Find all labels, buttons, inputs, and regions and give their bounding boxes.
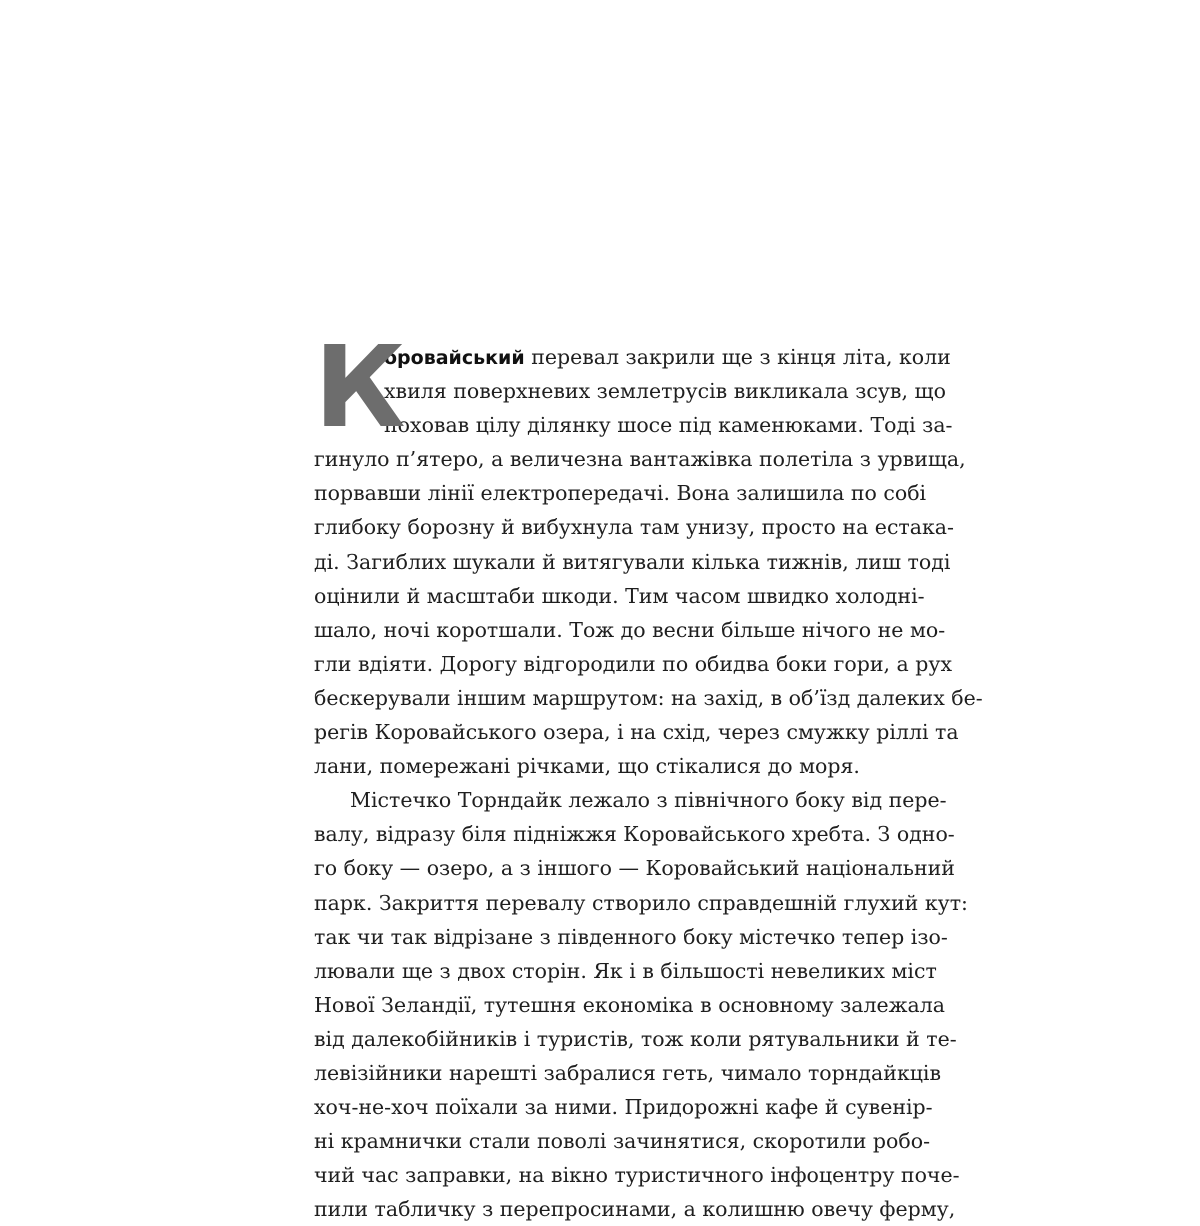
text-line: валу, відразу біля підніжжя Коровайського хребта. З одно- (314, 822, 955, 847)
text-line: лани, помережані річками, що стікалися до моря. (314, 754, 860, 779)
lead-word: оровайський (384, 347, 525, 369)
text-line: Містечко Торндайк лежало з північного боку від пере- (350, 788, 947, 813)
text-line: шало, ночі коротшали. Тож до весни більше нічого не мо- (314, 617, 946, 642)
body-text (314, 323, 983, 1226)
text-line: регів Коровайського озера, і на схід, через смужку ріллі та (314, 720, 959, 745)
text-line: гли вдіяти. Дорогу відгородили по обидва боки гори, а рух (314, 651, 953, 676)
text-line: хвиля поверхневих землетрусів викликала зсув, що (384, 379, 946, 404)
text-line: лювали ще з двох сторін. Як і в більшості невеликих міст (314, 958, 937, 983)
text-line: пили табличку з перепросинами, а колишню овечу ферму, (314, 1197, 956, 1222)
text-line: левізійники нарешті забралися геть, чимало торндайкців (314, 1060, 942, 1085)
text-line: поховав цілу ділянку шосе під каменюками. Тоді за- (384, 413, 953, 438)
drop-cap: К (314, 323, 406, 453)
text-line: оровайський перевал закрили ще з кінця літа, коли (384, 345, 951, 369)
text-line: від далекобійників і туристів, тож коли рятувальники й те- (314, 1026, 957, 1051)
text-line: Нової Зеландії, тутешня економіка в основному залежала (314, 992, 945, 1017)
text-line: го боку — озеро, а з іншого — Коровайський національний (314, 856, 955, 881)
text-line: хоч-не-хоч поїхали за ними. Придорожні кафе й сувенір- (314, 1095, 933, 1120)
text-line: ді. Загиблих шукали й витягували кілька тижнів, лиш тоді (314, 549, 951, 574)
text-line: оцінили й масштаби шкоди. Тим часом швидко холодні- (314, 583, 925, 608)
text-line: гинуло п’ятеро, а величезна вантажівка полетіла з урвища, (314, 447, 966, 472)
text-line: парк. Закриття перевалу створило справдешній глухий кут: (314, 890, 968, 915)
text-line: ні крамнички стали поволі зачинятися, скоротили робо- (314, 1129, 930, 1154)
text-line: чий час заправки, на вікно туристичного інфоцентру поче- (314, 1163, 960, 1188)
text-line: так чи так відрізане з південного боку містечко тепер ізо- (314, 924, 948, 949)
text-line: порвавши лінії електропередачі. Вона залишила по собі (314, 481, 927, 506)
text-line: бескерували іншим маршрутом: на захід, в об’їзд далеких бе- (314, 685, 983, 710)
paragraph-2 (314, 783, 968, 1226)
text-line: глибоку борозну й вибухнула там унизу, просто на естака- (314, 515, 954, 540)
